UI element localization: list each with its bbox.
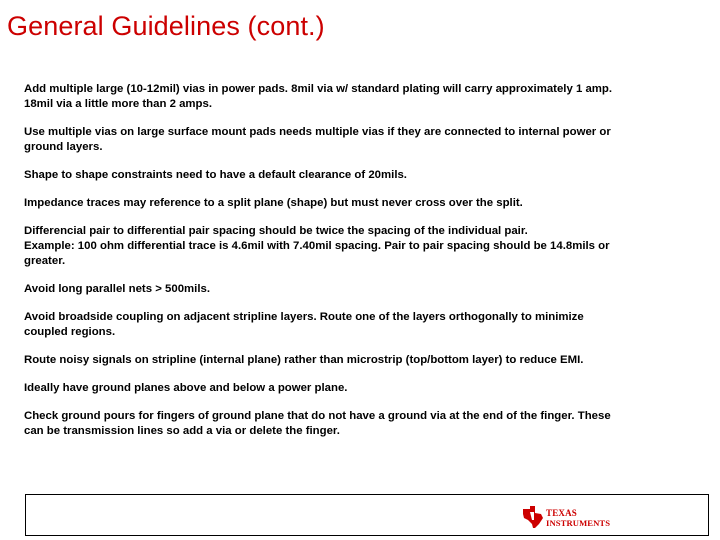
guideline-line: can be transmission lines so add a via or delete the finger. bbox=[24, 425, 340, 437]
guideline-line: Route noisy signals on stripline (internal plane) rather than microstrip (top/bottom layer) to reduce EMI. bbox=[24, 354, 584, 366]
guidelines-body bbox=[24, 82, 664, 452]
texas-state-logo-icon bbox=[522, 505, 544, 529]
guideline-paragraph bbox=[24, 310, 664, 340]
guideline-paragraph bbox=[24, 196, 664, 211]
texas-instruments-logo bbox=[522, 505, 614, 529]
guideline-paragraph bbox=[24, 168, 664, 183]
guideline-line: Example: 100 ohm differential trace is 4.6mil with 7.40mil spacing. Pair to pair spacing should be 14.8mils or bbox=[24, 240, 610, 252]
guideline-paragraph bbox=[24, 82, 664, 112]
logo-word-texas: TEXAS bbox=[546, 508, 578, 518]
guideline-line: Differencial pair to differential pair spacing should be twice the spacing of the individual pair. bbox=[24, 225, 528, 237]
guideline-paragraph bbox=[24, 353, 664, 368]
slide-title: General Guidelines (cont.) bbox=[7, 11, 325, 41]
guideline-paragraph bbox=[24, 125, 664, 155]
guideline-line: ground layers. bbox=[24, 141, 103, 153]
guideline-line: Avoid broadside coupling on adjacent stripline layers. Route one of the layers orthogonally to minimize bbox=[24, 311, 584, 323]
guideline-line: 18mil via a little more than 2 amps. bbox=[24, 98, 213, 110]
guideline-line: Ideally have ground planes above and below a power plane. bbox=[24, 382, 348, 394]
logo-word-instruments: INSTRUMENTS bbox=[546, 518, 611, 528]
guideline-line: greater. bbox=[24, 255, 66, 267]
guideline-line: coupled regions. bbox=[24, 326, 116, 338]
guideline-paragraph bbox=[24, 282, 664, 297]
guideline-paragraph bbox=[24, 381, 664, 396]
guideline-paragraph bbox=[24, 224, 664, 269]
guideline-line: Impedance traces may reference to a split plane (shape) but must never cross over the split. bbox=[24, 197, 523, 209]
guideline-paragraph bbox=[24, 409, 664, 439]
guideline-line: Check ground pours for fingers of ground plane that do not have a ground via at the end of the finger. These bbox=[24, 410, 611, 422]
guideline-line: Use multiple vias on large surface mount pads needs multiple vias if they are connected to internal power or bbox=[24, 126, 611, 138]
guideline-line: Shape to shape constraints need to have a default clearance of 20mils. bbox=[24, 169, 407, 181]
guideline-line: Avoid long parallel nets > 500mils. bbox=[24, 283, 211, 295]
guideline-line: Add multiple large (10-12mil) vias in power pads. 8mil via w/ standard plating will carry approximately 1 amp. bbox=[24, 83, 613, 95]
